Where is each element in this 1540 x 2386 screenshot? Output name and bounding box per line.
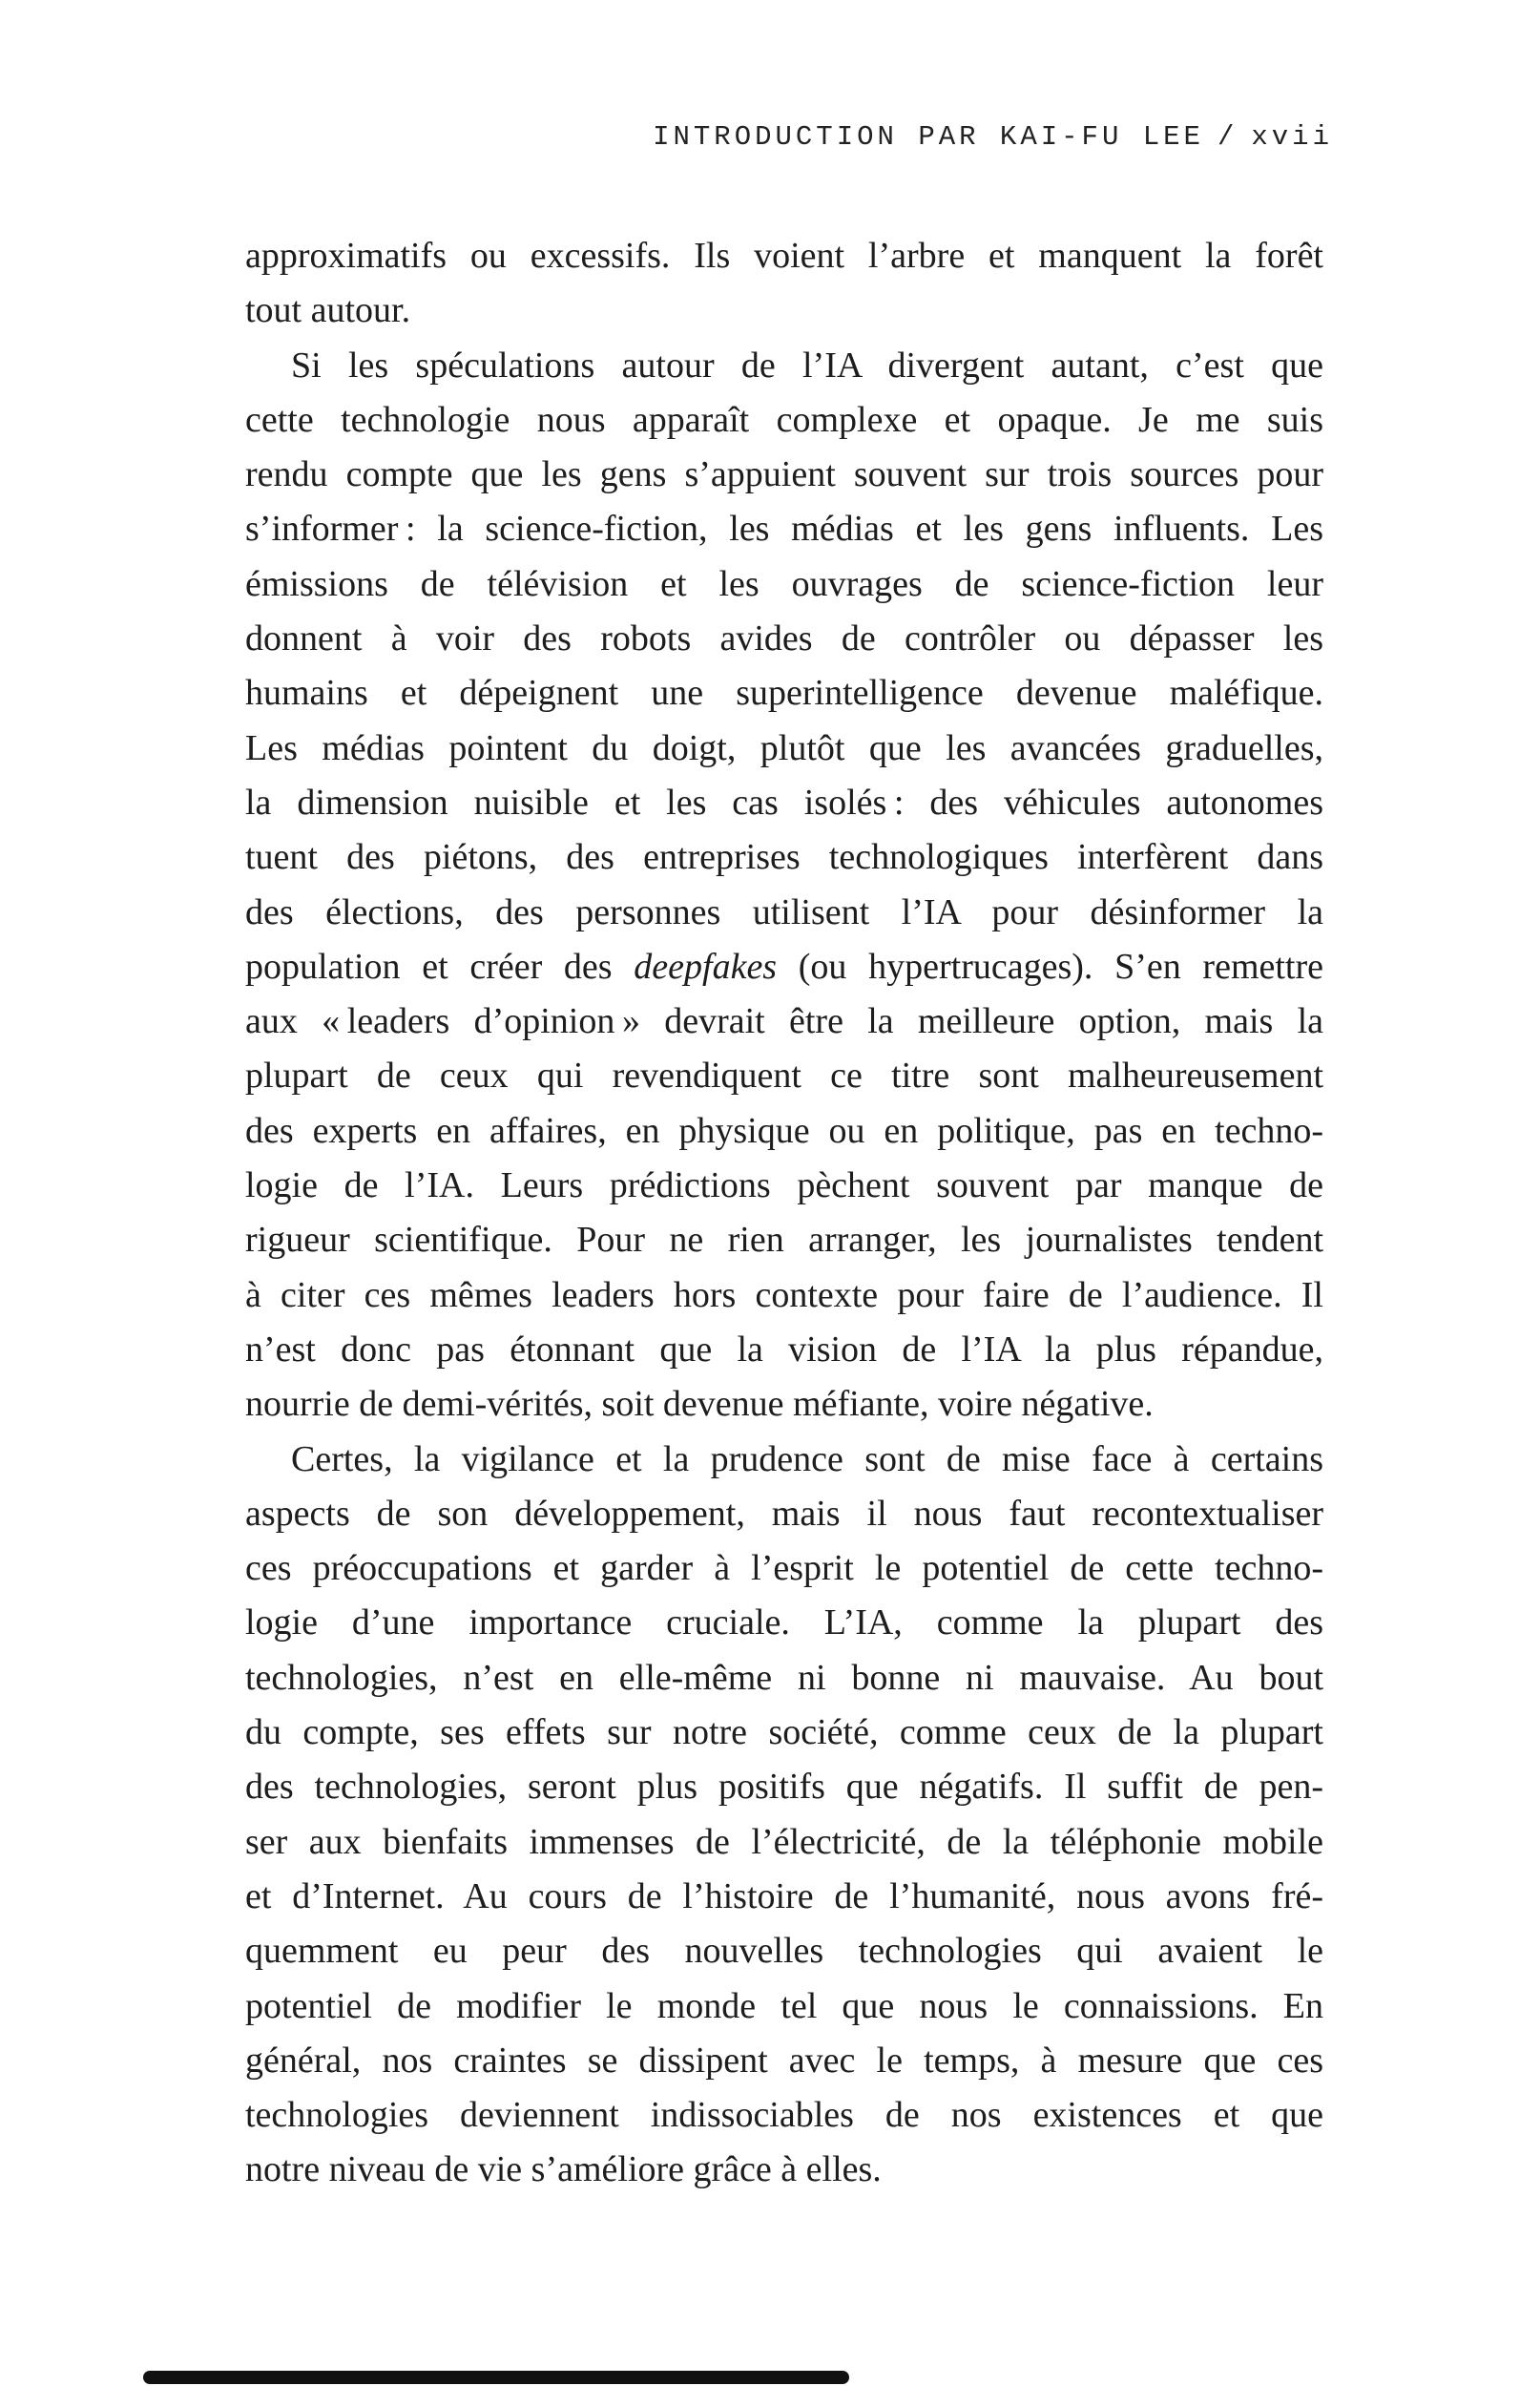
text-line: tuent des piétons, des entreprises technologiques interfèrent dans bbox=[245, 837, 1323, 878]
text-line: logie d’une importance cruciale. L’IA, comme la plupart des bbox=[245, 1602, 1323, 1643]
page-body bbox=[245, 229, 1323, 2198]
paragraph bbox=[245, 1433, 1323, 2198]
paragraph bbox=[245, 229, 1323, 339]
reading-progress-bar[interactable] bbox=[143, 2371, 849, 2384]
text-line: quemment eu peur des nouvelles technologies qui avaient le bbox=[245, 1931, 1323, 1972]
text-line: ser aux bienfaits immenses de l’électricité, de la téléphonie mobile bbox=[245, 1821, 1323, 1862]
text-line: des experts en affaires, en physique ou en politique, pas en techno- bbox=[245, 1110, 1323, 1151]
paragraph bbox=[245, 339, 1323, 1433]
text-line: à citer ces mêmes leaders hors contexte pour faire de l’audience. Il bbox=[245, 1274, 1323, 1315]
text-line: Les médias pointent du doigt, plutôt que les avancées graduelles, bbox=[245, 727, 1323, 768]
text-line: logie de l’IA. Leurs prédictions pèchent souvent par manque de bbox=[245, 1165, 1323, 1206]
text-line: tout autour. bbox=[245, 290, 411, 331]
text-line bbox=[245, 940, 1323, 994]
text-line: cette technologie nous apparaît complexe et opaque. Je me suis bbox=[245, 399, 1323, 440]
page-header bbox=[245, 121, 1333, 153]
text-line: technologies deviennent indissociables de nos existences et que bbox=[245, 2095, 1323, 2136]
text-line: Si les spéculations autour de l’IA divergent autant, c’est que bbox=[291, 345, 1323, 386]
text-line: ces préoccupations et garder à l’esprit le potentiel de cette techno- bbox=[245, 1548, 1323, 1589]
text-line: technologies, n’est en elle-même ni bonne ni mauvaise. Au bout bbox=[245, 1657, 1323, 1698]
text-line: nourrie de demi-vérités, soit devenue méfiante, voire négative. bbox=[245, 1384, 1154, 1425]
running-title: INTRODUCTION PAR KAI-FU LEE bbox=[653, 121, 1204, 153]
text-line: aspects de son développement, mais il nous faut recontextualiser bbox=[245, 1493, 1323, 1534]
folio-page-number: xvii bbox=[1251, 121, 1333, 153]
text-line: du compte, ses effets sur notre société, comme ceux de la plupart bbox=[245, 1712, 1323, 1753]
italic-text: deepfakes bbox=[634, 946, 778, 987]
text-line: Certes, la vigilance et la prudence sont de mise face à certains bbox=[291, 1438, 1323, 1479]
text-line: notre niveau de vie s’améliore grâce à elles. bbox=[245, 2149, 882, 2190]
text-line: n’est donc pas étonnant que la vision de l’IA la plus répandue, bbox=[245, 1329, 1323, 1370]
text-line: la dimension nuisible et les cas isolés : des véhicules autonomes bbox=[245, 782, 1323, 823]
text-line: humains et dépeignent une superintelligence devenue maléfique. bbox=[245, 673, 1323, 714]
text-line: potentiel de modifier le monde tel que nous le connaissions. En bbox=[245, 1985, 1323, 2026]
text-line: approximatifs ou excessifs. Ils voient l’arbre et manquent la forêt bbox=[245, 236, 1323, 276]
text-line: rigueur scientifique. Pour ne rien arranger, les journalistes tendent bbox=[245, 1220, 1323, 1261]
text-line: des technologies, seront plus positifs que négatifs. Il suffit de pen- bbox=[245, 1767, 1323, 1808]
text-line: plupart de ceux qui revendiquent ce titre sont malheureusement bbox=[245, 1056, 1323, 1097]
text-segment: (ou hypertrucages). S’en remettre bbox=[777, 946, 1323, 987]
header-separator: / bbox=[1217, 121, 1238, 153]
text-line: s’informer : la science-fiction, les médias et les gens influents. Les bbox=[245, 509, 1323, 550]
text-line: et d’Internet. Au cours de l’histoire de l’humanité, nous avons fré- bbox=[245, 1875, 1323, 1916]
text-line: des élections, des personnes utilisent l’IA pour désinformer la bbox=[245, 891, 1323, 932]
text-line: aux « leaders d’opinion » devrait être la meilleure option, mais la bbox=[245, 1001, 1323, 1042]
text-line: émissions de télévision et les ouvrages de science-fiction leur bbox=[245, 563, 1323, 604]
text-line: donnent à voir des robots avides de contrôler ou dépasser les bbox=[245, 618, 1323, 659]
text-segment: population et créer des bbox=[245, 946, 635, 987]
text-line: rendu compte que les gens s’appuient souvent sur trois sources pour bbox=[245, 454, 1323, 495]
text-line: général, nos craintes se dissipent avec le temps, à mesure que ces bbox=[245, 2040, 1323, 2081]
